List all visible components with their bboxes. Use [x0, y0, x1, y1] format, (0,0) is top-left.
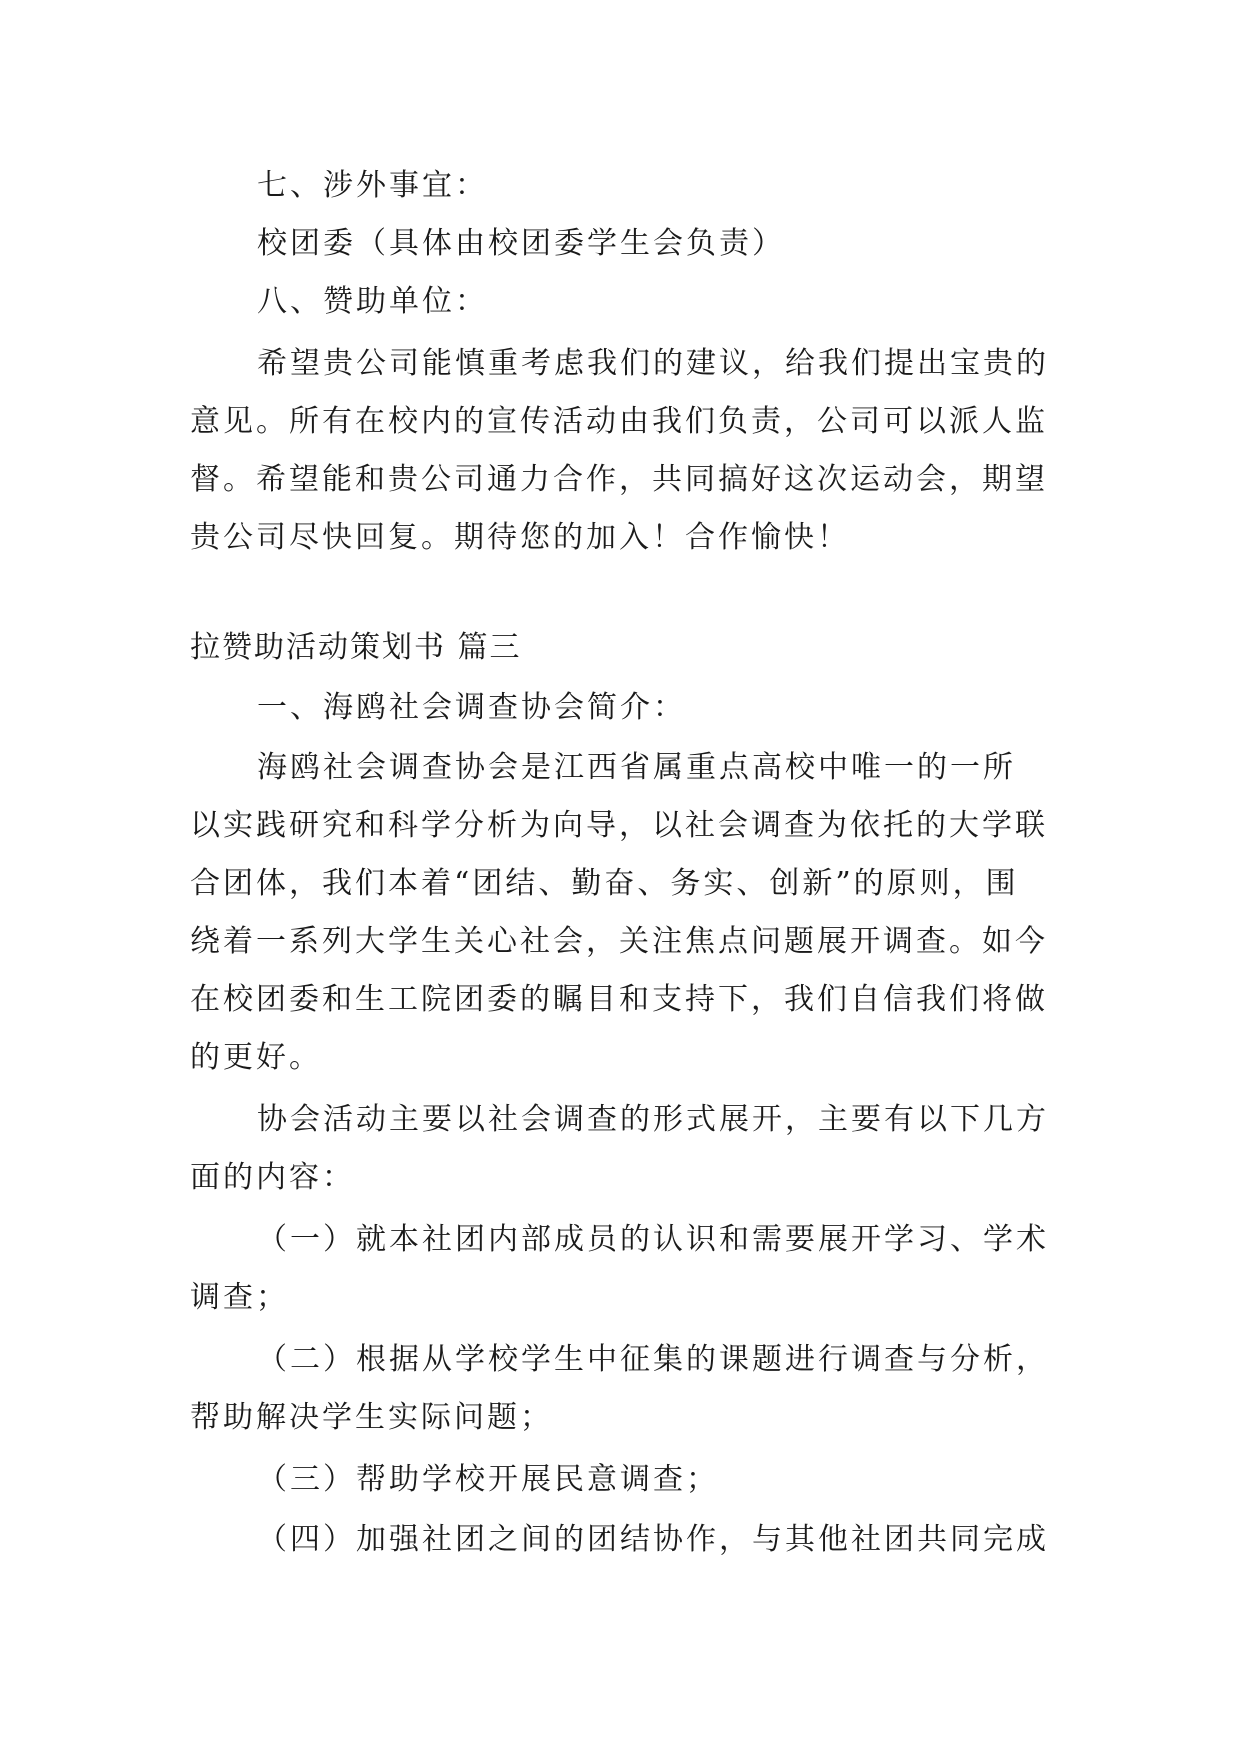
paragraph-line: 意见。所有在校内的宣传活动由我们负责，公司可以派人监 — [190, 404, 1048, 439]
section-heading-foreign-affairs: 七、涉外事宜： — [257, 168, 488, 203]
section-heading-intro: 一、海鸥社会调查协会简介： — [257, 690, 686, 725]
paragraph-line: 海鸥社会调查协会是江西省属重点高校中唯一的一所 — [257, 750, 1016, 785]
paragraph-line: 面的内容： — [190, 1160, 355, 1195]
paragraph-line: 希望贵公司能慎重考虑我们的建议，给我们提出宝贵的 — [257, 346, 1049, 381]
paragraph-line: 绕着一系列大学生关心社会，关注焦点问题展开调查。如今 — [190, 924, 1048, 959]
paragraph-line: 在校团委和生工院团委的瞩目和支持下，我们自信我们将做 — [190, 982, 1048, 1017]
list-item-continuation: 调查； — [190, 1280, 289, 1315]
paragraph-line: 以实践研究和科学分析为向导，以社会调查为依托的大学联 — [190, 808, 1048, 843]
foreign-affairs-detail: 校团委（具体由校团委学生会负责） — [257, 226, 785, 261]
paragraph-line: 督。希望能和贵公司通力合作，共同搞好这次运动会，期望 — [190, 462, 1048, 497]
list-item: （一）就本社团内部成员的认识和需要展开学习、学术 — [257, 1222, 1049, 1257]
paragraph-line: 的更好。 — [190, 1040, 322, 1075]
paragraph-line: 贵公司尽快回复。期待您的加入！合作愉快！ — [190, 520, 850, 555]
paragraph-line: 合团体，我们本着“团结、勤奋、务实、创新”的原则，围 — [190, 866, 1019, 901]
paragraph-line: 协会活动主要以社会调查的形式展开，主要有以下几方 — [257, 1102, 1049, 1137]
list-item: （三）帮助学校开展民意调查； — [257, 1462, 719, 1497]
list-item: （二）根据从学校学生中征集的课题进行调查与分析， — [257, 1342, 1049, 1377]
part-title: 拉赞助活动策划书 篇三 — [190, 630, 522, 665]
section-heading-sponsor: 八、赞助单位： — [257, 284, 488, 319]
list-item-continuation: 帮助解决学生实际问题； — [190, 1400, 553, 1435]
list-item: （四）加强社团之间的团结协作，与其他社团共同完成 — [257, 1522, 1049, 1557]
